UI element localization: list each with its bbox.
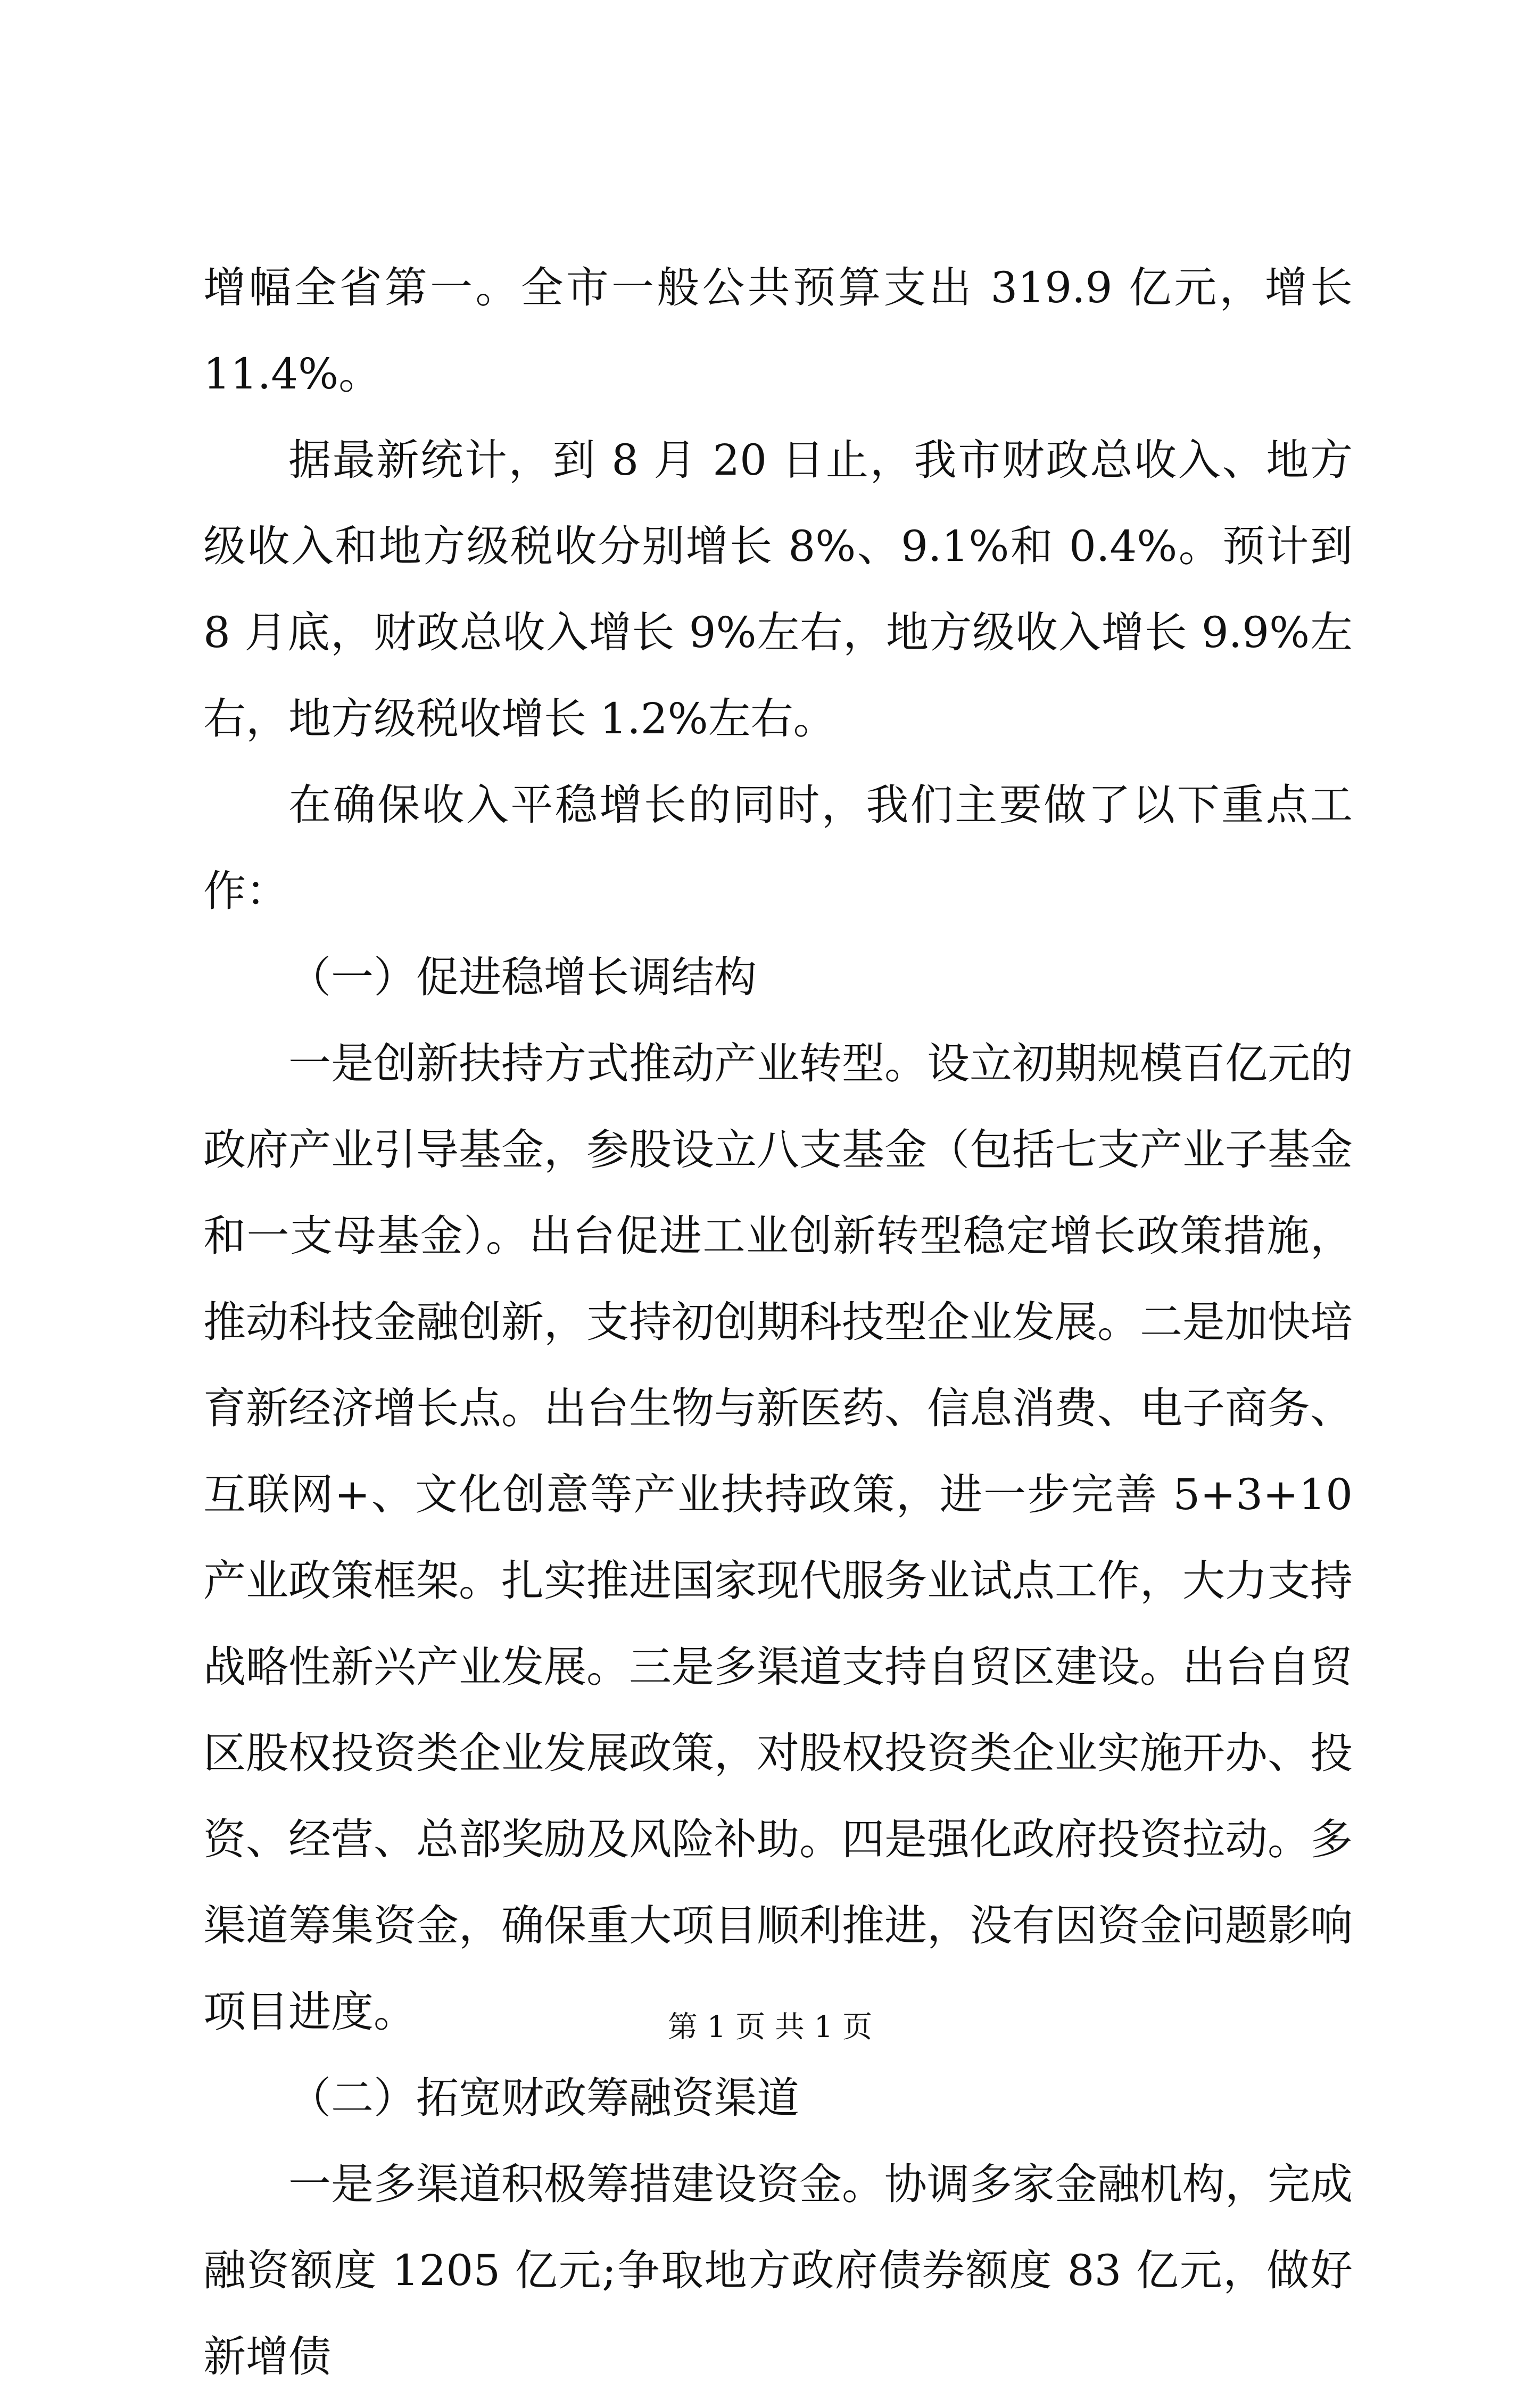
paragraph-intro: 在确保收入平稳增长的同时，我们主要做了以下重点工作： [203, 780, 1353, 916]
section-heading-1: （一）促进稳增长调结构 [288, 953, 757, 1002]
paragraph-continuation: 增幅全省第一。全市一般公共预算支出 319.9 亿元，增长 11.4%。 [203, 263, 1353, 399]
paragraph-section-2: 一是多渠道积极筹措建设资金。协调多家金融机构，完成融资额度 1205 亿元;争取地方政府债券额度 83 亿元，做好新增债 [203, 2159, 1353, 2381]
page-footer: 第 1 页 共 1 页 [667, 2010, 873, 2045]
paragraph-statistics: 据最新统计，到 8 月 20 日止，我市财政总收入、地方级收入和地方级税收分别增长 8%、9.1%和 0.4%。预计到 8 月底，财政总收入增长 9%左右，地方级收入增长 9.9%左右，地方级税收增长 1.2%左右。 [203, 435, 1353, 743]
section-heading-2: （二）拓宽财政筹融资渠道 [288, 2073, 799, 2123]
document-body [203, 245, 1353, 2400]
paragraph-section-1: 一是创新扶持方式推动产业转型。设立初期规模百亿元的政府产业引导基金，参股设立八支基金（包括七支产业子基金和一支母基金）。出台促进工业创新转型稳定增长政策措施，推动科技金融创新，支持初创期科技型企业发展。二是加快培育新经济增长点。出台生物与新医药、信息消费、电子商务、互联网+、文化创意等产业扶持政策，进一步完善 5+3+10 产业政策框架。扎实推进国家现代服务业试点工作，大力支持战略性新兴产业发展。三是多渠道支持自贸区建设。出台自贸区股权投资类企业发展政策，对股权投资类企业实施开办、投资、经营、总部奖励及风险补助。四是强化政府投资拉动。多渠道筹集资金，确保重大项目顺利推进，没有因资金问题影响项目进度。 [203, 1039, 1353, 2037]
